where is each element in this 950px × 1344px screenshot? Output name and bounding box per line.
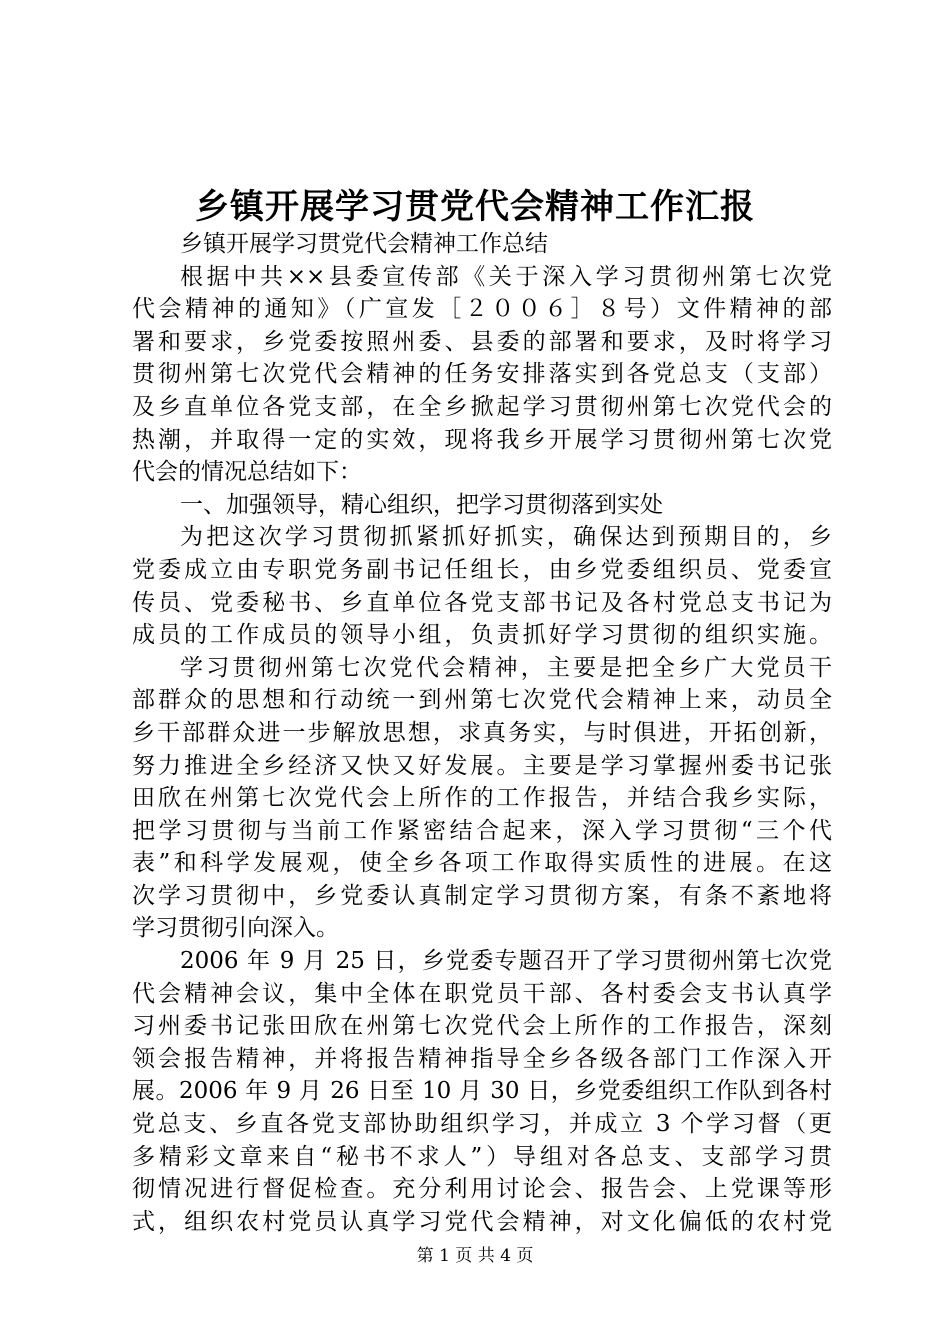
- text-line: 乡干部群众进一步解放思想，求真务实，与时俱进，开拓创新，: [132, 719, 832, 746]
- text-line: 热潮，并取得一定的实效，现将我乡开展学习贯彻州第七次党: [132, 426, 832, 453]
- page-footer: 第 1 页 共 4 页: [416, 1246, 534, 1266]
- text-line: 党委成立由专职党务副书记任组长，由乡党委组织员、党委宣: [132, 556, 832, 583]
- text-line: 署和要求，乡党委按照州委、县委的部署和要求，及时将学习: [132, 328, 832, 355]
- text-line: 田欣在州第七次党代会上所作的工作报告，并结合我乡实际，: [132, 785, 832, 812]
- text-line: 为把这次学习贯彻抓紧抓好抓实，确保达到预期目的，乡: [180, 524, 832, 551]
- text-line: 代会的情况总结如下：: [132, 459, 362, 486]
- text-line: 多精彩文章来自“秘书不求人”）导组对各总支、支部学习贯: [132, 1143, 832, 1170]
- text-line: 贯彻州第七次党代会精神的任务安排落实到各党总支（支部）: [132, 361, 832, 388]
- text-line: 传员、党委秘书、乡直单位各党支部书记及各村党总支书记为: [132, 589, 832, 616]
- text-line: 把学习贯彻与当前工作紧密结合起来，深入学习贯彻“三个代: [132, 817, 832, 844]
- text-line: 及乡直单位各党支部，在全乡掀起学习贯彻州第七次党代会的: [132, 393, 832, 420]
- text-line: 次学习贯彻中，乡党委认真制定学习贯彻方案，有条不紊地将: [132, 882, 832, 909]
- text-line: 代会精神的通知》（广宣发［２００６］８号）文件精神的部: [132, 296, 832, 323]
- text-line: 彻情况进行督促检查。充分利用讨论会、报告会、上党课等形: [132, 1176, 832, 1203]
- text-line: 部群众的思想和行动统一到州第七次党代会精神上来，动员全: [132, 687, 832, 714]
- text-line: 式，组织农村党员认真学习党代会精神，对文化偏低的农村党: [132, 1208, 832, 1235]
- text-line: 根据中共××县委宣传部《关于深入学习贯彻州第七次党: [180, 263, 832, 290]
- text-line: 党总支、乡直各党支部协助组织学习，并成立 3 个学习督（更: [132, 1111, 832, 1138]
- text-line: 领会报告精神，并将报告精神指导全乡各级各部门工作深入开: [132, 1045, 832, 1072]
- document-body: [132, 228, 832, 1238]
- text-line: 2006 年 9 月 25 日，乡党委专题召开了学习贯彻州第七次党: [180, 948, 832, 975]
- text-line: 学习贯彻引向深入。: [132, 915, 339, 942]
- text-line: 乡镇开展学习贯党代会精神工作总结: [180, 231, 548, 257]
- text-line: 习州委书记张田欣在州第七次党代会上所作的工作报告，深刻: [132, 1013, 832, 1040]
- text-line: 代会精神会议，集中全体在职党员干部、各村委会支书认真学: [132, 980, 832, 1007]
- document-title: 乡镇开展学习贯党代会精神工作汇报: [195, 187, 755, 227]
- text-line: 一、加强领导，精心组织，把学习贯彻落到实处: [180, 491, 663, 518]
- text-line: 表”和科学发展观，使全乡各项工作取得实质性的进展。在这: [132, 850, 832, 877]
- text-line: 成员的工作成员的领导小组，负责抓好学习贯彻的组织实施。: [132, 622, 832, 649]
- text-line: 学习贯彻州第七次党代会精神，主要是把全乡广大党员干: [180, 654, 832, 681]
- text-line: 展。2006 年 9 月 26 日至 10 月 30 日，乡党委组织工作队到各村: [132, 1078, 832, 1105]
- text-line: 努力推进全乡经济又快又好发展。主要是学习掌握州委书记张: [132, 752, 832, 779]
